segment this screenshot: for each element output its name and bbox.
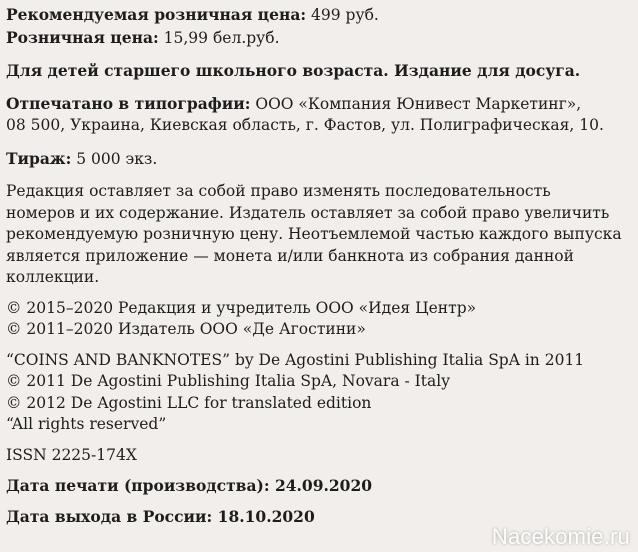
audience-note: Для детей старшего школьного возраста. Издание для досуга. xyxy=(6,61,581,80)
printer-value: ООО «Компания Юнивест Маркетинг», xyxy=(250,94,582,113)
notice-line: номеров и их содержание. Издатель оставляет за собой право увеличить xyxy=(6,203,610,222)
issn: ISSN 2225-174X xyxy=(6,445,137,464)
notice-line: Редакция оставляет за собой право изменять последовательность xyxy=(6,182,551,200)
circulation-line xyxy=(6,148,632,171)
copyright-line: © 2012 De Agostini LLC for translated edition xyxy=(6,393,372,412)
site-watermark: Nacekomie.ru xyxy=(491,524,630,549)
release-date: Дата выхода в России: 18.10.2020 xyxy=(6,506,315,526)
print-date: Дата печати (производства): 24.09.2020 xyxy=(6,476,373,495)
copyright-line: “All rights reserved” xyxy=(6,415,167,433)
retail-price-value: 15,99 бел.руб. xyxy=(158,28,280,47)
copyright-line: © 2011 De Agostini Publishing Italia SpA, Novara - Italy xyxy=(6,372,450,390)
copyright-line: © 2015–2020 Редакция и учредитель ООО «Идея Центр» xyxy=(6,298,477,317)
imprint-block xyxy=(6,4,632,527)
notice-line: рекомендуемую розничную цену. Неотъемлемой частью каждого выпуска xyxy=(6,225,622,243)
retail-price-line xyxy=(6,27,632,50)
recommended-price-line xyxy=(6,4,632,27)
copyright-ru xyxy=(6,298,632,341)
notice-line: является приложение — монета и/или банкнота из собрания данной xyxy=(6,246,574,265)
copyright-en xyxy=(6,350,632,436)
printer-label: Отпечатано в типографии: xyxy=(6,93,251,113)
retail-price-label: Розничная цена: xyxy=(6,27,159,47)
copyright-line: “COINS AND BANKNOTES” by De Agostini Publishing Italia SpA in 2011 xyxy=(6,350,585,369)
circulation-label: Тираж: xyxy=(6,148,72,168)
notice-paragraph xyxy=(6,181,632,289)
notice-line: коллекции. xyxy=(6,268,100,286)
printer-address: 08 500, Украина, Киевская область, г. Фастов, ул. Полиграфическая, 10. xyxy=(6,116,604,134)
recommended-price-label: Рекомендуемая розничная цена: xyxy=(6,5,307,24)
recommended-price-value: 499 руб. xyxy=(306,6,379,24)
printer-line xyxy=(6,93,632,116)
circulation-value: 5 000 экз. xyxy=(71,149,158,168)
copyright-line: © 2011–2020 Издатель ООО «Де Агостини» xyxy=(6,320,366,338)
